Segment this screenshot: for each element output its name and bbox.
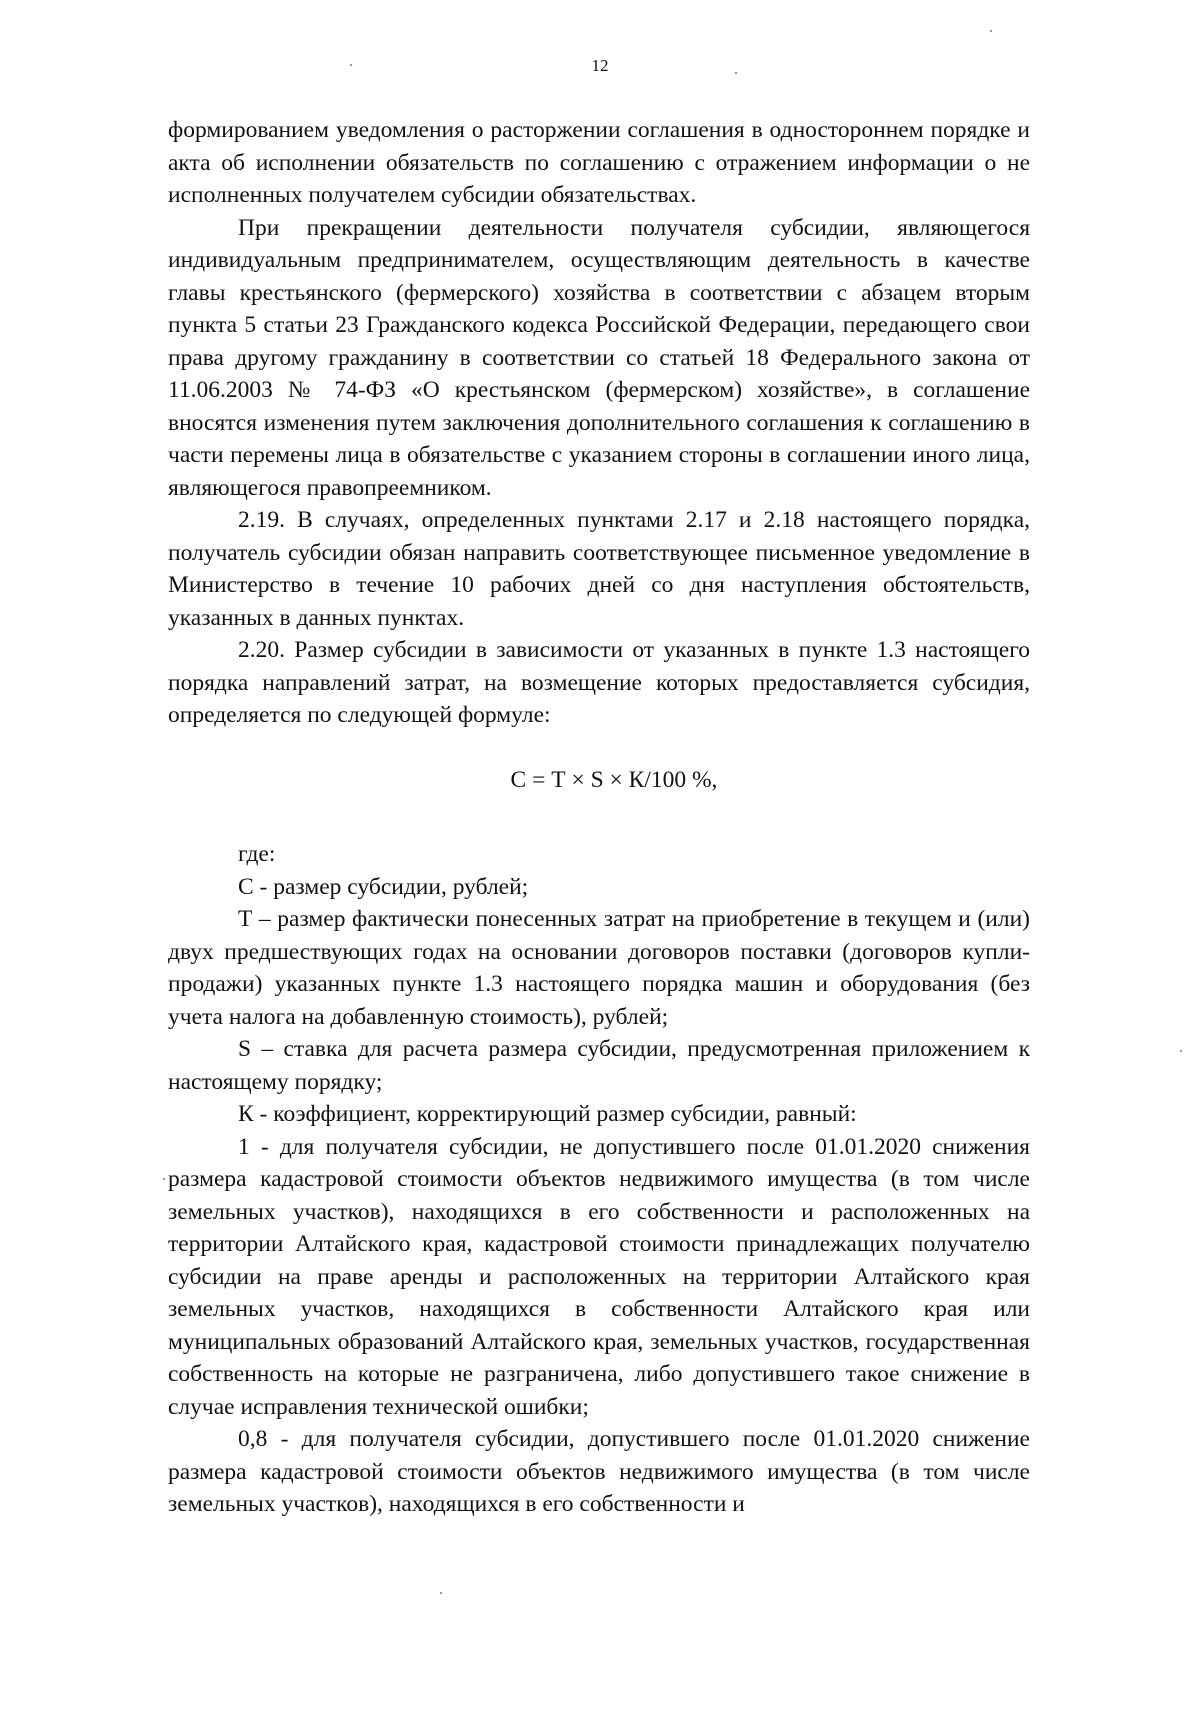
scan-speck: [350, 64, 352, 66]
scan-speck: [990, 30, 992, 32]
subsidy-formula: С = Т × S × К/100 %,: [510, 766, 718, 793]
paragraph-where: где:: [238, 841, 276, 867]
coefficient-0-8: 0,8 - для получателя субсидии, допустившего после 01.01.2020 снижение размера кадастровой стоимости объектов недвижимого имущества (в том числе земельных участков), находящихся в его собственности и: [168, 1426, 1030, 1517]
definition-k: К - коэффициент, корректирующий размер субсидии, равный:: [238, 1101, 857, 1127]
paragraph-2-19: 2.19. В случаях, определенных пунктами 2.17 и 2.18 настоящего порядка, получатель субсидии обязан направить соответствующее письменное уведомление в Министерство в течение 10 рабочих дней со дня наступления обстоятельств, указанных в данных пунктах.: [168, 507, 1030, 631]
paragraph-termination: При прекращении деятельности получателя субсидии, являющегося индивидуальным предпринимателем, осуществляющим деятельность в качестве главы крестьянского (фермерского) хозяйства в соответствии с абзацем вторым пункта 5 статьи 23 Гражданского кодекса Российской Федерации, передающего свои права другому гражданину в соответствии со статьей 18 Федерального закона от 11.06.2003 № 74-ФЗ «О крестьянском (фермерском) хозяйстве», в соглашение вносятся изменения путем заключения дополнительного соглашения к соглашению в части перемены лица в обязательстве с указанием стороны в соглашении иного лица, являющегося правопреемником.: [168, 214, 1030, 501]
scan-speck: [163, 1178, 165, 1180]
coefficient-1: 1 - для получателя субсидии, не допустившего после 01.01.2020 снижения размера кадастровой стоимости объектов недвижимого имущества (в том числе земельных участков), находящихся в его собственности и расположенных на территории Алтайского края, кадастровой стоимости принадлежащих получателю субсидии на праве аренды и расположенных на территории Алтайского края земельных участков, находящихся в собственности Алтайского края или муниципальных образований Алтайского края, земельных участков, государственная собственность на которые не разграничена, либо допустившего такое снижение в случае исправления технической ошибки;: [168, 1133, 1030, 1420]
definition-t: Т – размер фактически понесенных затрат на приобретение в текущем и (или) двух предшествующих годах на основании договоров поставки (договоров купли-продажи) указанных пункте 1.3 настоящего порядка машин и оборудования (без учета налога на добавленную стоимость), рублей;: [168, 906, 1030, 1030]
page-number: 12: [591, 56, 609, 75]
definition-s: S – ставка для расчета размера субсидии, предусмотренная приложением к настоящему порядку;: [168, 1036, 1030, 1095]
scan-speck: [1180, 1050, 1182, 1052]
document-body: [168, 114, 1030, 1521]
scan-speck: [440, 1592, 442, 1594]
paragraph-continuation: формированием уведомления о расторжении соглашения в одностороннем порядке и акта об исполнении обязательств по соглашению с отражением информации о не исполненных получателем субсидии обязательствах.: [168, 117, 1030, 208]
paragraph-2-20: 2.20. Размер субсидии в зависимости от указанных в пункте 1.3 настоящего порядка направлений затрат, на возмещение которых предоставляется субсидия, определяется по следующей формуле:: [168, 637, 1030, 728]
definition-c: С - размер субсидии, рублей;: [238, 873, 529, 900]
scan-speck: [735, 72, 737, 74]
